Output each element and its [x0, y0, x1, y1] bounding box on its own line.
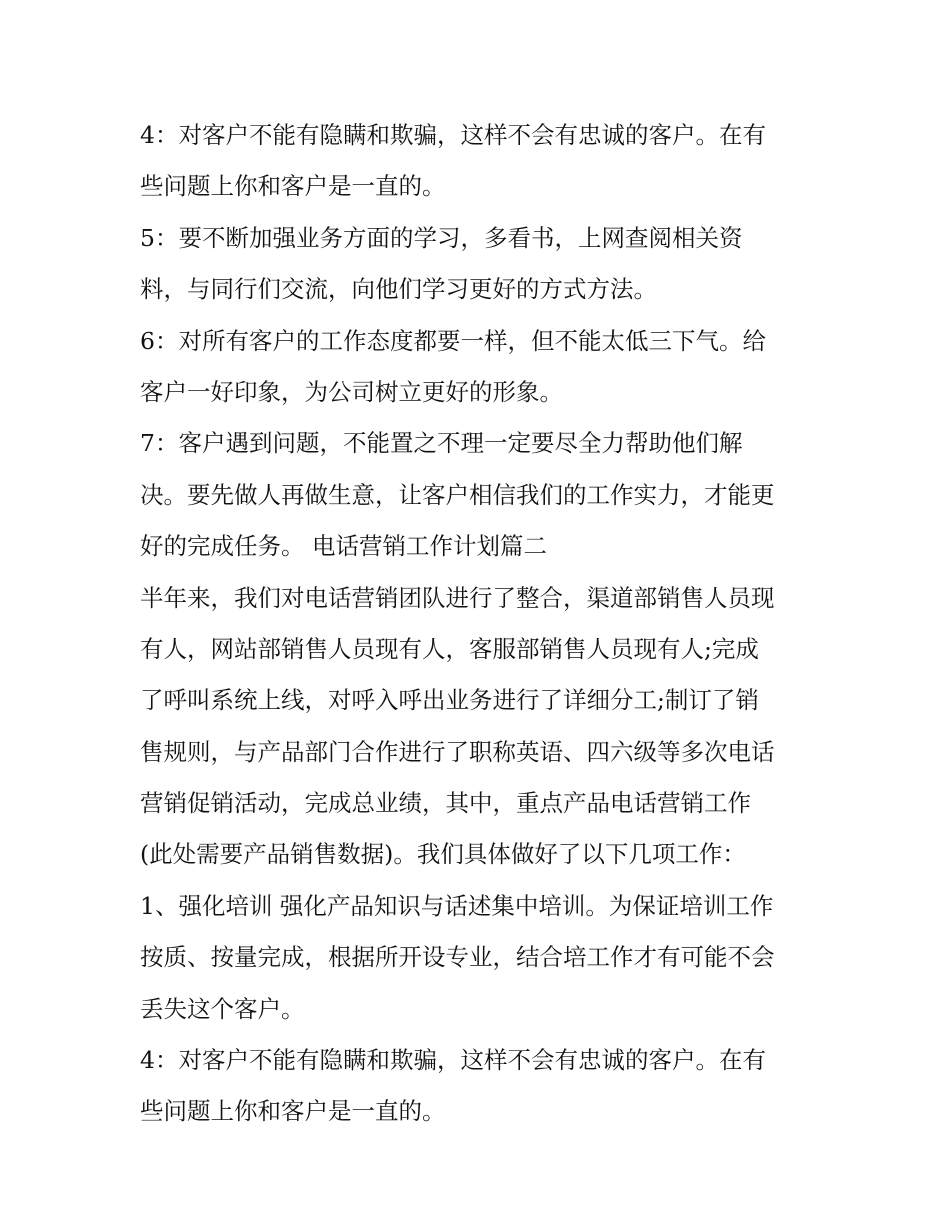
text-line: 售规则，与产品部门合作进行了职称英语、四六级等多次电话 [140, 737, 775, 766]
text-line: 4：对客户不能有隐瞒和欺骗，这样不会有忠诚的客户。在有 [140, 1046, 766, 1075]
text-line: 丢失这个客户。 [140, 994, 305, 1023]
text-line: 些问题上你和客户是一直的。 [140, 172, 446, 201]
document-body [140, 110, 820, 1138]
text-line: 6：对所有客户的工作态度都要一样，但不能太低三下气。给 [140, 326, 766, 355]
text-line: 好的完成任务。 电话营销工作计划篇二 [140, 532, 547, 561]
text-line: (此处需要产品销售数据)。我们具体做好了以下几项工作： [140, 840, 746, 869]
text-line: 7：客户遇到问题，不能置之不理一定要尽全力帮助他们解 [140, 429, 743, 458]
text-line: 1、强化培训 强化产品知识与话述集中培训。为保证培训工作 [140, 891, 774, 920]
text-line: 有人，网站部销售人员现有人，客服部销售人员现有人;完成 [140, 634, 759, 663]
text-line: 按质、按量完成，根据所开设专业，结合培工作才有可能不会 [140, 943, 775, 972]
text-line: 半年来，我们对电话营销团队进行了整合，渠道部销售人员现 [140, 583, 775, 612]
text-line: 5：要不断加强业务方面的学习，多看书，上网查阅相关资 [140, 223, 743, 252]
text-line: 料，与同行们交流，向他们学习更好的方式方法。 [140, 275, 657, 304]
text-line: 决。要先做人再做生意，让客户相信我们的工作实力，才能更 [140, 480, 775, 509]
text-line: 些问题上你和客户是一直的。 [140, 1097, 446, 1126]
text-line: 客户一好印象，为公司树立更好的形象。 [140, 377, 563, 406]
text-line: 了呼叫系统上线，对呼入呼出业务进行了详细分工;制订了销 [140, 686, 759, 715]
text-line: 营销促销活动，完成总业绩，其中，重点产品电话营销工作 [140, 789, 751, 818]
text-line: 4：对客户不能有隐瞒和欺骗，这样不会有忠诚的客户。在有 [140, 121, 766, 149]
